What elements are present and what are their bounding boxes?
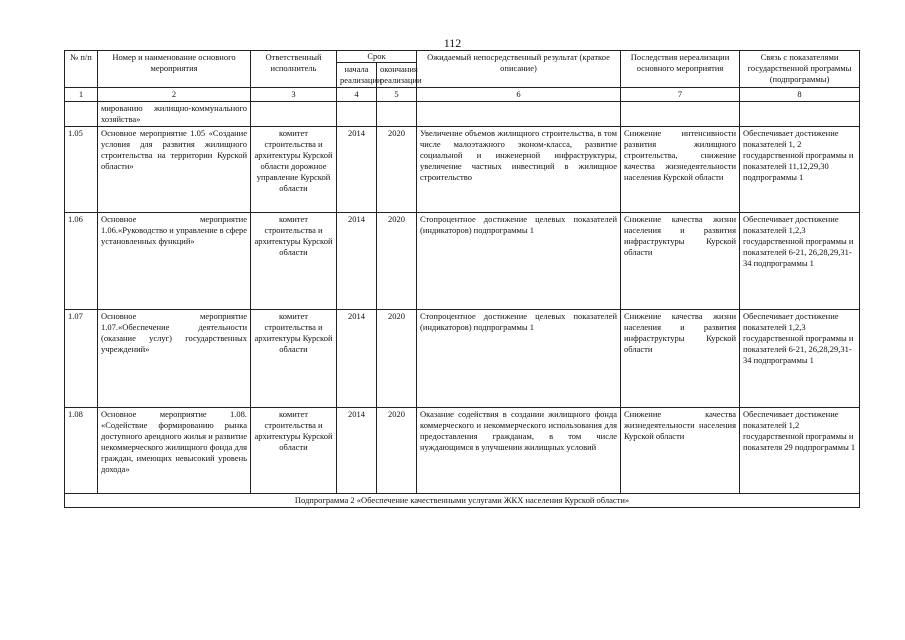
header-row	[65, 51, 860, 63]
column-number: 7	[621, 88, 740, 102]
row-responsible: комитет строительства и архитектуры Курской области	[251, 310, 337, 408]
table-row	[65, 310, 860, 408]
row-num: 1.06	[65, 213, 98, 310]
row-result: Увеличение объемов жилищного строительства, в том числе малоэтажного эконом-класса, развитие социальной и инженерной инфраструктуры, увеличение частных инвестиций в жилищное строительство	[417, 127, 621, 213]
row-result: Стопроцентное достижение целевых показателей (индикаторов) подпрограммы 1	[417, 213, 621, 310]
column-numbers-row	[65, 88, 860, 102]
row-start: 2014	[337, 213, 377, 310]
row-link: Обеспечивает достижение показателей 1,2,3 государственной программы и показателей 6-21, 26,28,29,31-34 подпрограммы 1	[740, 213, 860, 310]
table-row	[65, 408, 860, 494]
page-number: 112	[443, 36, 462, 50]
column-number: 3	[251, 88, 337, 102]
column-number: 8	[740, 88, 860, 102]
row-consequences: Снижение интенсивности развития жилищного строительства, снижение качества жизнедеятельности населения Курской области	[621, 127, 740, 213]
header-term-end: окончания реализации	[377, 63, 417, 88]
row-link: Обеспечивает достижение показателей 1,2 государственной программы и показателя 29 подпрограммы 1	[740, 408, 860, 494]
header-consequences: Последствия нереализации основного мероприятия	[621, 51, 740, 88]
row-name: Основное мероприятие 1.07.«Обеспечение деятельности (оказание услуг) государственных учреждений»	[98, 310, 251, 408]
row-link: Обеспечивает достижение показателей 1,2,3 государственной программы и показателей 6-21, 26,28,29,31-34 подпрограммы 1	[740, 310, 860, 408]
continuation-row	[65, 102, 860, 127]
subprogram-title: Подпрограмма 2 «Обеспечение качественными услугами ЖКХ населения Курской области»	[65, 494, 860, 508]
measures-table	[64, 50, 860, 508]
row-start: 2014	[337, 127, 377, 213]
header-link: Связь с показателями государственной программы (подпрограммы)	[740, 51, 860, 88]
header-name: Номер и наименование основного мероприятия	[98, 51, 251, 88]
column-number: 2	[98, 88, 251, 102]
row-link: Обеспечивает достижение показателей 1, 2 государственной программы и показателей 11,12,29,30 подпрограммы 1	[740, 127, 860, 213]
table-row	[65, 213, 860, 310]
row-name: Основное мероприятие 1.05 «Создание условия для развития жилищного строительства на территории Курской области»	[98, 127, 251, 213]
column-number: 5	[377, 88, 417, 102]
header-term: Срок	[337, 51, 417, 63]
column-number: 6	[417, 88, 621, 102]
row-consequences: Снижение качества жизнедеятельности населения Курской области	[621, 408, 740, 494]
row-consequences: Снижение качества жизни населения и развития инфраструктуры Курской области	[621, 310, 740, 408]
row-end: 2020	[377, 310, 417, 408]
row-start: 2014	[337, 310, 377, 408]
subprogram-row	[65, 494, 860, 508]
header-result: Ожидаемый непосредственный результат (краткое описание)	[417, 51, 621, 88]
row-result: Стопроцентное достижение целевых показателей (индикаторов) подпрограммы 1	[417, 310, 621, 408]
row-start: 2014	[337, 408, 377, 494]
row-responsible: комитет строительства и архитектуры Курской области	[251, 408, 337, 494]
header-responsible: Ответственный исполнитель	[251, 51, 337, 88]
row-responsible: комитет строительства и архитектуры Курской области	[251, 213, 337, 310]
column-number: 1	[65, 88, 98, 102]
header-term-start: начала реализации	[337, 63, 377, 88]
table-row	[65, 127, 860, 213]
row-name: Основное мероприятие 1.08. «Содействие формированию рынка доступного арендного жилья и развитие некоммерческого жилищного фонда для граждан, имеющих невысокий уровень дохода»	[98, 408, 251, 494]
row-consequences: Снижение качества жизни населения и развития инфраструктуры Курской области	[621, 213, 740, 310]
row-num: 1.07	[65, 310, 98, 408]
column-number: 4	[337, 88, 377, 102]
continuation-name: мированию жилищно-коммунального хозяйства»	[98, 102, 251, 127]
header-num: № п/п	[65, 51, 98, 88]
row-end: 2020	[377, 213, 417, 310]
row-result: Оказание содействия в создании жилищного фонда коммерческого и некоммерческого использования для предоставления гражданам, в том числе нуждающимся в улучшении жилищных условий	[417, 408, 621, 494]
row-end: 2020	[377, 408, 417, 494]
row-num: 1.08	[65, 408, 98, 494]
row-num: 1.05	[65, 127, 98, 213]
row-responsible: комитет строительства и архитектуры Курской области дорожное управление Курской области	[251, 127, 337, 213]
row-name: Основное мероприятие 1.06.«Руководство и управление в сфере установленных функций»	[98, 213, 251, 310]
row-end: 2020	[377, 127, 417, 213]
